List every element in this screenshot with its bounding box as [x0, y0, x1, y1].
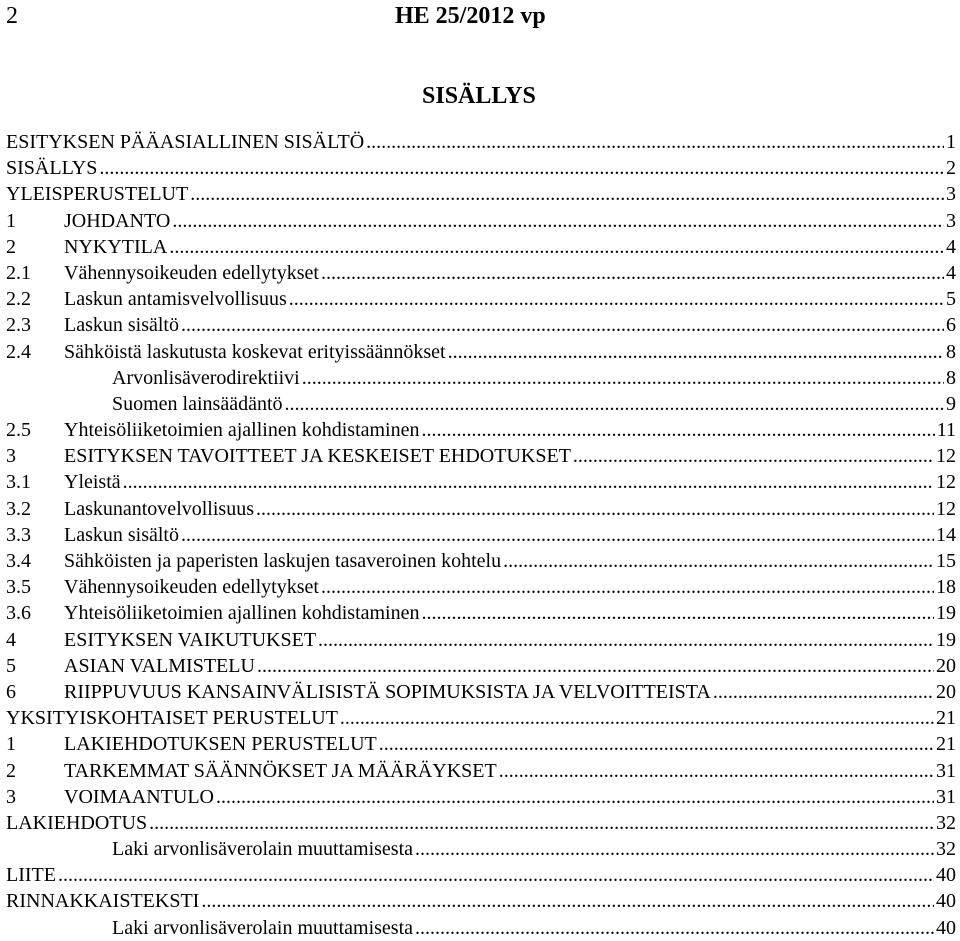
toc-entry[interactable]: [6, 862, 956, 888]
toc-entry-number: 4: [6, 628, 16, 651]
toc-entry-page: 1: [946, 131, 956, 153]
toc-dot-leader: [379, 731, 934, 757]
toc-entry-page: 19: [936, 628, 956, 651]
toc-entry-page: 20: [936, 680, 956, 703]
toc-entry-title: LIITE: [6, 864, 56, 887]
toc-entry-title: Laki arvonlisäverolain muuttamisesta: [112, 838, 414, 861]
toc-entry[interactable]: [6, 155, 956, 181]
toc-entry[interactable]: [6, 627, 956, 653]
toc-dot-leader: [321, 574, 934, 600]
toc-dot-leader: [415, 915, 934, 941]
toc-entry-number: 1: [6, 733, 16, 756]
toc-entry-page: 12: [936, 471, 956, 494]
toc-entry-title: ESITYKSEN VAIKUTUKSET: [64, 628, 317, 651]
toc-entry-title: LAKIEHDOTUS: [6, 811, 148, 834]
toc-entry-page: 32: [936, 838, 956, 861]
toc-entry[interactable]: [6, 915, 956, 941]
toc-entry[interactable]: [6, 758, 956, 784]
toc-entry-title: YKSITYISKOHTAISET PERUSTELUT: [6, 707, 338, 730]
toc-entry-page: 31: [936, 785, 956, 808]
toc-entry[interactable]: [6, 312, 956, 338]
toc-entry-title: Yhteisöliiketoimien ajallinen kohdistaminen: [64, 602, 420, 625]
toc-dot-leader: [285, 391, 944, 417]
toc-entry-page: 15: [936, 550, 956, 572]
toc-entry-page: 21: [936, 733, 956, 756]
toc-entry-page: 5: [946, 288, 956, 311]
document-id: HE 25/2012 vp: [395, 3, 546, 29]
toc-dot-leader: [257, 653, 934, 679]
toc-dot-leader: [172, 208, 944, 234]
toc-entry-page: 18: [936, 576, 956, 599]
toc-entry[interactable]: [6, 469, 956, 495]
toc-entry-number: 5: [6, 654, 16, 677]
toc-entry-number: 2.2: [6, 288, 31, 311]
toc-entry-page: 32: [936, 811, 956, 834]
toc-entry-page: 4: [946, 235, 956, 258]
toc-entry-title: ESITYKSEN PÄÄASIALLINEN SISÄLTÖ: [6, 131, 365, 153]
toc-dot-leader: [573, 443, 934, 469]
toc-entry-page: 2: [946, 157, 956, 180]
toc-entry-title: Suomen lainsäädäntö: [112, 392, 283, 415]
toc-entry[interactable]: [6, 181, 956, 207]
toc-entry[interactable]: [6, 653, 956, 679]
toc-entry-number: 3: [6, 445, 16, 468]
toc-entry-title: Sähköisten ja paperisten laskujen tasaveroinen kohtelu: [64, 550, 502, 572]
toc-entry[interactable]: [6, 600, 956, 626]
toc-dot-leader: [422, 417, 935, 443]
toc-dot-leader: [58, 862, 934, 888]
toc-dot-leader: [415, 836, 934, 862]
toc-dot-leader: [181, 312, 944, 338]
toc-entry[interactable]: [6, 129, 956, 155]
toc-title: SISÄLLYS: [422, 83, 536, 109]
toc-entry-number: 3.5: [6, 576, 31, 599]
toc-entry-page: 3: [946, 209, 956, 232]
toc-entry-title: Arvonlisäverodirektiivi: [112, 366, 300, 389]
toc-entry-title: RINNAKKAISTEKSTI: [6, 890, 200, 913]
toc-dot-leader: [190, 181, 944, 207]
toc-entry-number: 3.6: [6, 602, 31, 625]
toc-entry-title: Laskunantovelvollisuus: [64, 497, 254, 520]
toc-entry[interactable]: [6, 286, 956, 312]
toc-entry-number: 2.5: [6, 419, 31, 442]
toc-entry-number: 3: [6, 785, 16, 808]
toc-entry-title: LAKIEHDOTUKSEN PERUSTELUT: [64, 733, 377, 756]
toc-entry[interactable]: [6, 888, 956, 914]
toc-entry-number: 2: [6, 759, 16, 782]
toc-entry-page: 21: [936, 707, 956, 730]
toc-entry-number: 3.4: [6, 550, 31, 572]
toc-entry-number: 6: [6, 680, 16, 703]
toc-entry-page: 9: [946, 392, 956, 415]
toc-dot-leader: [499, 758, 934, 784]
toc-dot-leader: [256, 496, 934, 522]
toc-dot-leader: [318, 627, 934, 653]
toc-dot-leader: [340, 705, 934, 731]
toc-entry[interactable]: [6, 234, 956, 260]
toc-entry-title: NYKYTILA: [64, 235, 168, 258]
toc-dot-leader: [123, 469, 934, 495]
toc-entry-title: Laskun antamisvelvollisuus: [64, 288, 287, 311]
toc-dot-leader: [201, 888, 934, 914]
toc-dot-leader: [503, 548, 934, 574]
toc-entry[interactable]: [6, 836, 956, 862]
toc-dot-leader: [366, 129, 944, 155]
toc-entry-number: 3.1: [6, 471, 31, 494]
toc-entry-title: RIIPPUVUUS KANSAINVÄLISISTÄ SOPIMUKSISTA JA VELVOITTEISTA: [64, 680, 711, 703]
toc-entry-number: 3.3: [6, 523, 31, 546]
toc-entry[interactable]: [6, 496, 956, 522]
toc-entry-page: 12: [936, 445, 956, 468]
toc-dot-leader: [181, 522, 934, 548]
toc-entry[interactable]: [6, 208, 956, 234]
toc-entry-title: ASIAN VALMISTELU: [64, 654, 255, 677]
toc-entry[interactable]: [6, 731, 956, 757]
toc-entry[interactable]: [6, 260, 956, 286]
toc-entry-title: VOIMAANTULO: [64, 785, 214, 808]
toc-entry[interactable]: [6, 365, 956, 391]
toc-entry[interactable]: [6, 679, 956, 705]
toc-entry-page: 12: [936, 497, 956, 520]
toc-dot-leader: [289, 286, 944, 312]
toc-entry-number: 2.3: [6, 314, 31, 337]
toc-dot-leader: [302, 365, 944, 391]
toc-entry-page: 31: [936, 759, 956, 782]
toc-entry-page: 3: [946, 183, 956, 206]
toc-entry[interactable]: [6, 339, 956, 365]
toc-entry[interactable]: [6, 705, 956, 731]
toc-entry-title: Vähennysoikeuden edellytykset: [64, 261, 319, 284]
toc-entry-title: Yhteisöliiketoimien ajallinen kohdistaminen: [64, 419, 420, 442]
toc-entry-title: Laki arvonlisäverolain muuttamisesta: [112, 916, 414, 939]
toc-entry-title: Laskun sisältö: [64, 314, 179, 337]
toc-entry-page: 6: [946, 314, 956, 337]
toc-entry[interactable]: [6, 391, 956, 417]
table-of-contents: [6, 129, 956, 941]
toc-entry-page: 20: [936, 654, 956, 677]
toc-entry-title: Sähköistä laskutusta koskevat erityissäännökset: [64, 340, 446, 363]
toc-entry-page: 8: [946, 340, 956, 363]
toc-entry-title: JOHDANTO: [64, 209, 171, 232]
toc-entry[interactable]: [6, 417, 956, 443]
toc-entry-page: 19: [936, 602, 956, 625]
toc-entry-title: TARKEMMAT SÄÄNNÖKSET JA MÄÄRÄYKSET: [64, 759, 497, 782]
toc-entry-number: 1: [6, 209, 16, 232]
toc-dot-leader: [422, 600, 935, 626]
toc-entry-title: Yleistä: [64, 471, 121, 494]
toc-entry-page: 8: [946, 366, 956, 389]
toc-entry-title: SISÄLLYS: [6, 157, 98, 180]
toc-entry-title: ESITYKSEN TAVOITTEET JA KESKEISET EHDOTUKSET: [64, 445, 571, 468]
toc-entry-number: 2: [6, 235, 16, 258]
toc-entry[interactable]: [6, 810, 956, 836]
toc-entry-title: YLEISPERUSTELUT: [6, 183, 189, 206]
toc-entry-page: 40: [936, 864, 956, 887]
toc-dot-leader: [169, 234, 944, 260]
toc-entry-number: 2.1: [6, 261, 31, 284]
toc-entry-page: 40: [936, 916, 956, 939]
toc-dot-leader: [713, 679, 934, 705]
toc-entry[interactable]: [6, 784, 956, 810]
toc-dot-leader: [149, 810, 934, 836]
page-number: 2: [6, 3, 18, 29]
toc-dot-leader: [99, 155, 944, 181]
toc-dot-leader: [448, 339, 944, 365]
toc-entry-number: 3.2: [6, 497, 31, 520]
toc-entry-title: Laskun sisältö: [64, 523, 179, 546]
toc-dot-leader: [321, 260, 944, 286]
toc-entry[interactable]: [6, 443, 956, 469]
toc-entry-number: 2.4: [6, 340, 31, 363]
toc-dot-leader: [216, 784, 934, 810]
toc-entry[interactable]: [6, 574, 956, 600]
toc-entry-page: 4: [946, 261, 956, 284]
toc-entry[interactable]: [6, 548, 956, 574]
toc-entry[interactable]: [6, 522, 956, 548]
toc-entry-page: 11: [936, 419, 956, 442]
toc-entry-page: 14: [936, 523, 956, 546]
toc-entry-title: Vähennysoikeuden edellytykset: [64, 576, 319, 599]
toc-entry-page: 40: [936, 890, 956, 913]
